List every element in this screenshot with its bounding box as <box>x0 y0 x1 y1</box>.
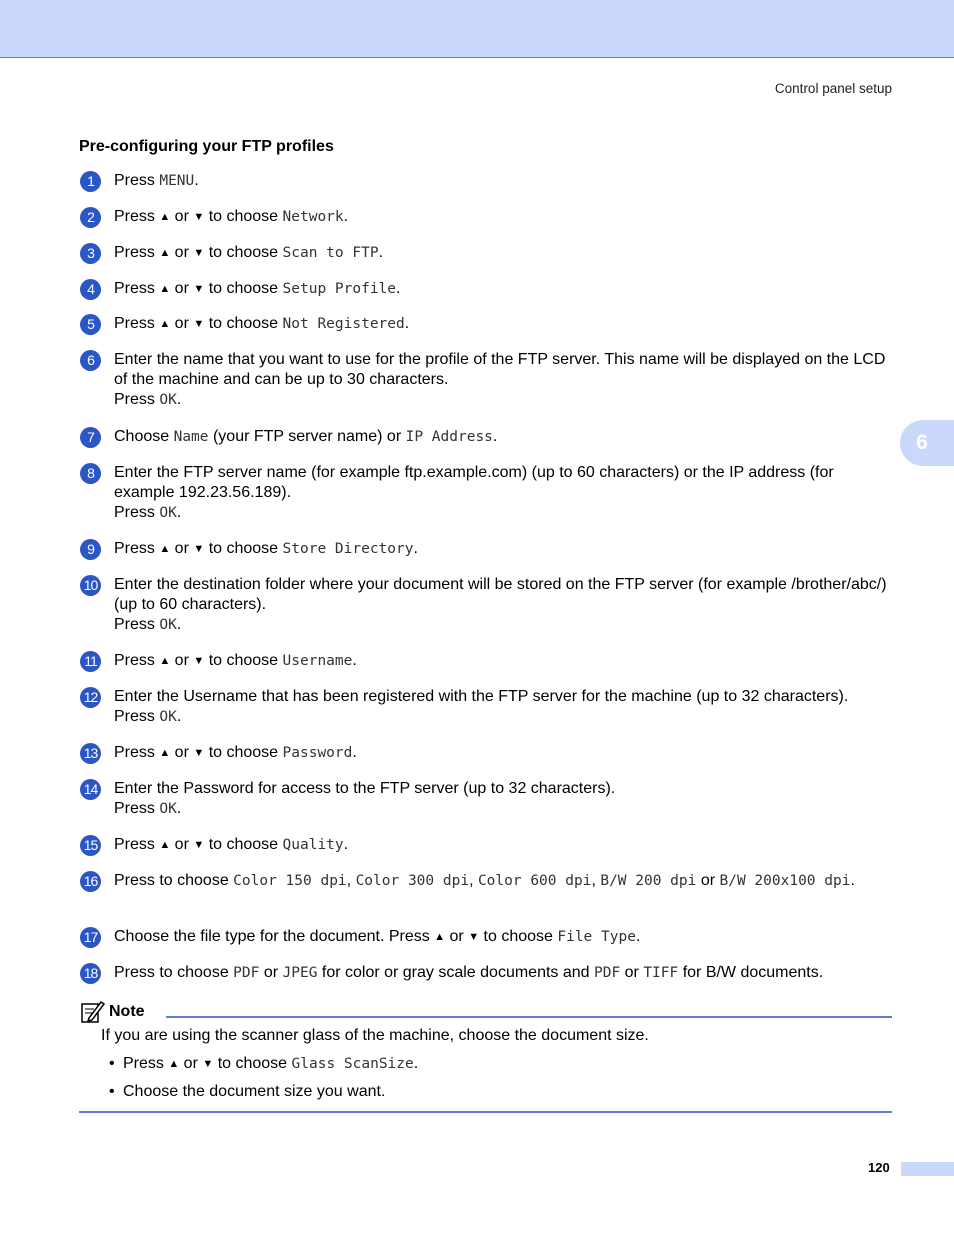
header-band <box>0 0 954 58</box>
step-text: . <box>635 928 641 945</box>
step-number-badge: 3 <box>80 243 101 264</box>
step-text: Press <box>114 172 160 189</box>
step-text: Enter the destination folder where your document will be stored on the FTP server (for example /brother/abc/) (up to 60 characters). <box>114 576 887 613</box>
step-item <box>79 171 894 191</box>
step-text: or <box>170 208 194 225</box>
note-intro: If you are using the scanner glass of the machine, choose the document size. <box>101 1027 649 1044</box>
note-bullet-item <box>101 1082 892 1102</box>
menu-term: B/W 200x100 dpi <box>719 873 851 889</box>
step-content <box>114 207 894 227</box>
step-number-badge: 4 <box>80 279 101 300</box>
step-content <box>114 171 894 191</box>
step-content <box>114 743 894 763</box>
step-content <box>114 687 894 727</box>
step-number-badge: 12 <box>80 687 101 708</box>
step-text: . <box>176 504 182 521</box>
step-text: . <box>492 428 498 445</box>
chapter-tab[interactable]: 6 <box>900 420 954 466</box>
step-text: or <box>170 836 194 853</box>
step-list <box>79 171 894 1011</box>
step-item <box>79 779 894 819</box>
step-content <box>114 350 894 410</box>
note-bottom-rule <box>79 1111 892 1113</box>
step-text: Choose the document size you want. <box>123 1083 386 1100</box>
menu-term: OK <box>159 505 177 521</box>
down-arrow-icon: ▼ <box>193 318 205 330</box>
step-number-badge: 5 <box>80 314 101 335</box>
step-text: Press <box>114 800 160 817</box>
step-text: to choose <box>204 315 283 332</box>
down-arrow-icon: ▼ <box>468 931 480 943</box>
step-item <box>79 871 894 891</box>
step-text: or <box>259 964 283 981</box>
step-text: or <box>170 540 194 557</box>
step-text: Press <box>114 391 160 408</box>
step-item <box>79 651 894 671</box>
step-text: . <box>343 208 349 225</box>
step-item <box>79 207 894 227</box>
up-arrow-icon: ▲ <box>159 543 171 555</box>
down-arrow-icon: ▼ <box>193 247 205 259</box>
step-item <box>79 314 894 334</box>
step-text: for color or gray scale documents and <box>317 964 594 981</box>
down-arrow-icon: ▼ <box>202 1058 214 1070</box>
menu-term: File Type <box>557 929 636 945</box>
step-text: Press <box>114 244 160 261</box>
note-bullet-item <box>101 1054 892 1074</box>
menu-term: Password <box>282 745 353 761</box>
step-text: or <box>170 280 194 297</box>
step-content <box>114 779 894 819</box>
page-number: 120 <box>868 1160 890 1175</box>
step-item <box>79 963 894 983</box>
step-number-badge: 18 <box>80 963 101 984</box>
menu-term: MENU <box>159 173 195 189</box>
step-content <box>114 927 894 947</box>
step-text: . <box>194 172 199 189</box>
step-number-badge: 7 <box>80 427 101 448</box>
step-item <box>79 243 894 263</box>
up-arrow-icon: ▲ <box>159 747 171 759</box>
note-pencil-icon <box>79 999 105 1025</box>
step-number-badge: 14 <box>80 779 101 800</box>
step-text: . <box>352 652 357 669</box>
step-text: or <box>445 928 469 945</box>
step-text: Choose <box>114 428 174 445</box>
step-text: to choose <box>204 836 283 853</box>
step-text: Press to choose <box>114 964 234 981</box>
down-arrow-icon: ▼ <box>193 747 205 759</box>
step-text: . <box>176 391 182 408</box>
menu-term: JPEG <box>282 965 318 981</box>
step-number-badge: 2 <box>80 207 101 228</box>
step-text: Press <box>114 708 160 725</box>
step-text: . <box>176 800 182 817</box>
step-item <box>79 350 894 410</box>
step-text: , <box>591 872 601 889</box>
note-box <box>79 998 892 1102</box>
step-number-badge: 6 <box>80 350 101 371</box>
step-text: . <box>413 1055 419 1072</box>
step-text: to choose <box>479 928 558 945</box>
step-text: Enter the Username that has been registered with the FTP server for the machine (up to 32 characters). <box>114 688 849 705</box>
step-content <box>114 651 894 671</box>
down-arrow-icon: ▼ <box>193 211 205 223</box>
step-text: Enter the name that you want to use for the profile of the FTP server. This name will be displayed on the LCD of the machine and can be up to 30 characters. <box>114 351 886 388</box>
menu-term: Color 300 dpi <box>355 873 470 889</box>
step-content <box>114 427 894 447</box>
menu-term: B/W 200 dpi <box>600 873 697 889</box>
step-item <box>79 687 894 727</box>
step-text: Press to choose <box>114 872 234 889</box>
up-arrow-icon: ▲ <box>159 247 171 259</box>
step-number-badge: 17 <box>80 927 101 948</box>
step-text: . <box>378 244 384 261</box>
step-item <box>79 539 894 559</box>
step-item <box>79 279 894 299</box>
step-content <box>114 279 894 299</box>
menu-term: Glass ScanSize <box>291 1056 414 1072</box>
step-item <box>79 743 894 763</box>
step-content <box>114 575 894 635</box>
step-text: or <box>620 964 644 981</box>
step-text: Enter the FTP server name (for example ftp.example.com) (up to 60 characters) or the IP address (for example 192.23.56.189). <box>114 464 834 501</box>
down-arrow-icon: ▼ <box>193 839 205 851</box>
step-text: to choose <box>213 1055 292 1072</box>
step-text: or <box>179 1055 203 1072</box>
menu-term: Color 600 dpi <box>477 873 592 889</box>
menu-term: Color 150 dpi <box>233 873 347 889</box>
step-text: Press <box>114 504 160 521</box>
up-arrow-icon: ▲ <box>159 839 171 851</box>
step-text: Press <box>114 652 160 669</box>
up-arrow-icon: ▲ <box>159 283 171 295</box>
step-text: Enter the Password for access to the FTP server (up to 32 characters). <box>114 780 616 797</box>
step-text: . <box>404 315 410 332</box>
menu-term: OK <box>159 801 177 817</box>
up-arrow-icon: ▲ <box>159 655 171 667</box>
step-text: . <box>396 280 401 297</box>
step-text: . <box>343 836 349 853</box>
step-text: for B/W documents. <box>678 964 824 981</box>
down-arrow-icon: ▼ <box>193 543 205 555</box>
step-text: or <box>170 652 194 669</box>
up-arrow-icon: ▲ <box>168 1058 180 1070</box>
section-title: Pre-configuring your FTP profiles <box>79 138 334 155</box>
step-text: . <box>413 540 418 557</box>
step-text: . <box>176 616 182 633</box>
step-item <box>79 575 894 635</box>
step-item <box>79 427 894 447</box>
running-header: Control panel setup <box>774 81 892 96</box>
menu-term: Not Registered <box>282 316 405 332</box>
step-text: to choose <box>204 280 283 297</box>
note-title: Note <box>109 1003 145 1020</box>
step-text: Press <box>114 280 160 297</box>
step-number-badge: 10 <box>80 575 101 596</box>
step-text: or <box>696 872 720 889</box>
menu-term: Name <box>173 429 209 445</box>
up-arrow-icon: ▲ <box>159 211 171 223</box>
step-text: . <box>352 744 357 761</box>
step-text: Press <box>114 616 160 633</box>
step-number-badge: 9 <box>80 539 101 560</box>
step-text: Press <box>114 744 160 761</box>
step-content <box>114 871 894 891</box>
step-text: Choose the file type for the document. Press <box>114 928 435 945</box>
step-number-badge: 15 <box>80 835 101 856</box>
note-bullets <box>101 1054 892 1102</box>
page-tab <box>901 1162 954 1176</box>
up-arrow-icon: ▲ <box>434 931 446 943</box>
step-item <box>79 463 894 523</box>
step-number-badge: 8 <box>80 463 101 484</box>
step-text: Press <box>123 1055 169 1072</box>
step-text: Press <box>114 540 160 557</box>
step-number-badge: 13 <box>80 743 101 764</box>
down-arrow-icon: ▼ <box>193 655 205 667</box>
step-text: Press <box>114 315 160 332</box>
menu-term: Store Directory <box>282 541 414 557</box>
step-text: or <box>170 244 194 261</box>
step-number-badge: 11 <box>80 651 101 672</box>
menu-term: Scan to FTP <box>282 245 379 261</box>
menu-term: Quality <box>282 837 344 853</box>
step-number-badge: 1 <box>80 171 101 192</box>
step-text: to choose <box>204 244 283 261</box>
step-content <box>114 835 894 855</box>
menu-term: Setup Profile <box>282 281 397 297</box>
step-text: to choose <box>204 540 283 557</box>
step-text: (your FTP server name) or <box>208 428 406 445</box>
down-arrow-icon: ▼ <box>193 283 205 295</box>
step-text: . <box>176 708 182 725</box>
menu-term: IP Address <box>405 429 493 445</box>
step-content <box>114 963 894 983</box>
menu-term: OK <box>159 392 177 408</box>
step-content <box>114 314 894 334</box>
menu-term: TIFF <box>643 965 679 981</box>
menu-term: OK <box>159 617 177 633</box>
menu-term: PDF <box>594 965 621 981</box>
step-text: to choose <box>204 744 283 761</box>
step-text: , <box>346 872 356 889</box>
step-text: , <box>469 872 478 889</box>
step-text: or <box>170 315 194 332</box>
step-text: to choose <box>204 652 283 669</box>
step-item <box>79 927 894 947</box>
step-content <box>114 243 894 263</box>
menu-term: Network <box>282 209 344 225</box>
step-content <box>114 539 894 559</box>
step-text: Press <box>114 836 160 853</box>
step-text: Press <box>114 208 160 225</box>
step-content <box>114 463 894 523</box>
note-rule <box>166 1016 892 1018</box>
menu-term: PDF <box>233 965 260 981</box>
up-arrow-icon: ▲ <box>159 318 171 330</box>
step-text: to choose <box>204 208 283 225</box>
menu-term: Username <box>282 653 353 669</box>
step-text: or <box>170 744 194 761</box>
step-item <box>79 835 894 855</box>
step-text: . <box>850 872 855 889</box>
menu-term: OK <box>159 709 177 725</box>
step-number-badge: 16 <box>80 871 101 892</box>
